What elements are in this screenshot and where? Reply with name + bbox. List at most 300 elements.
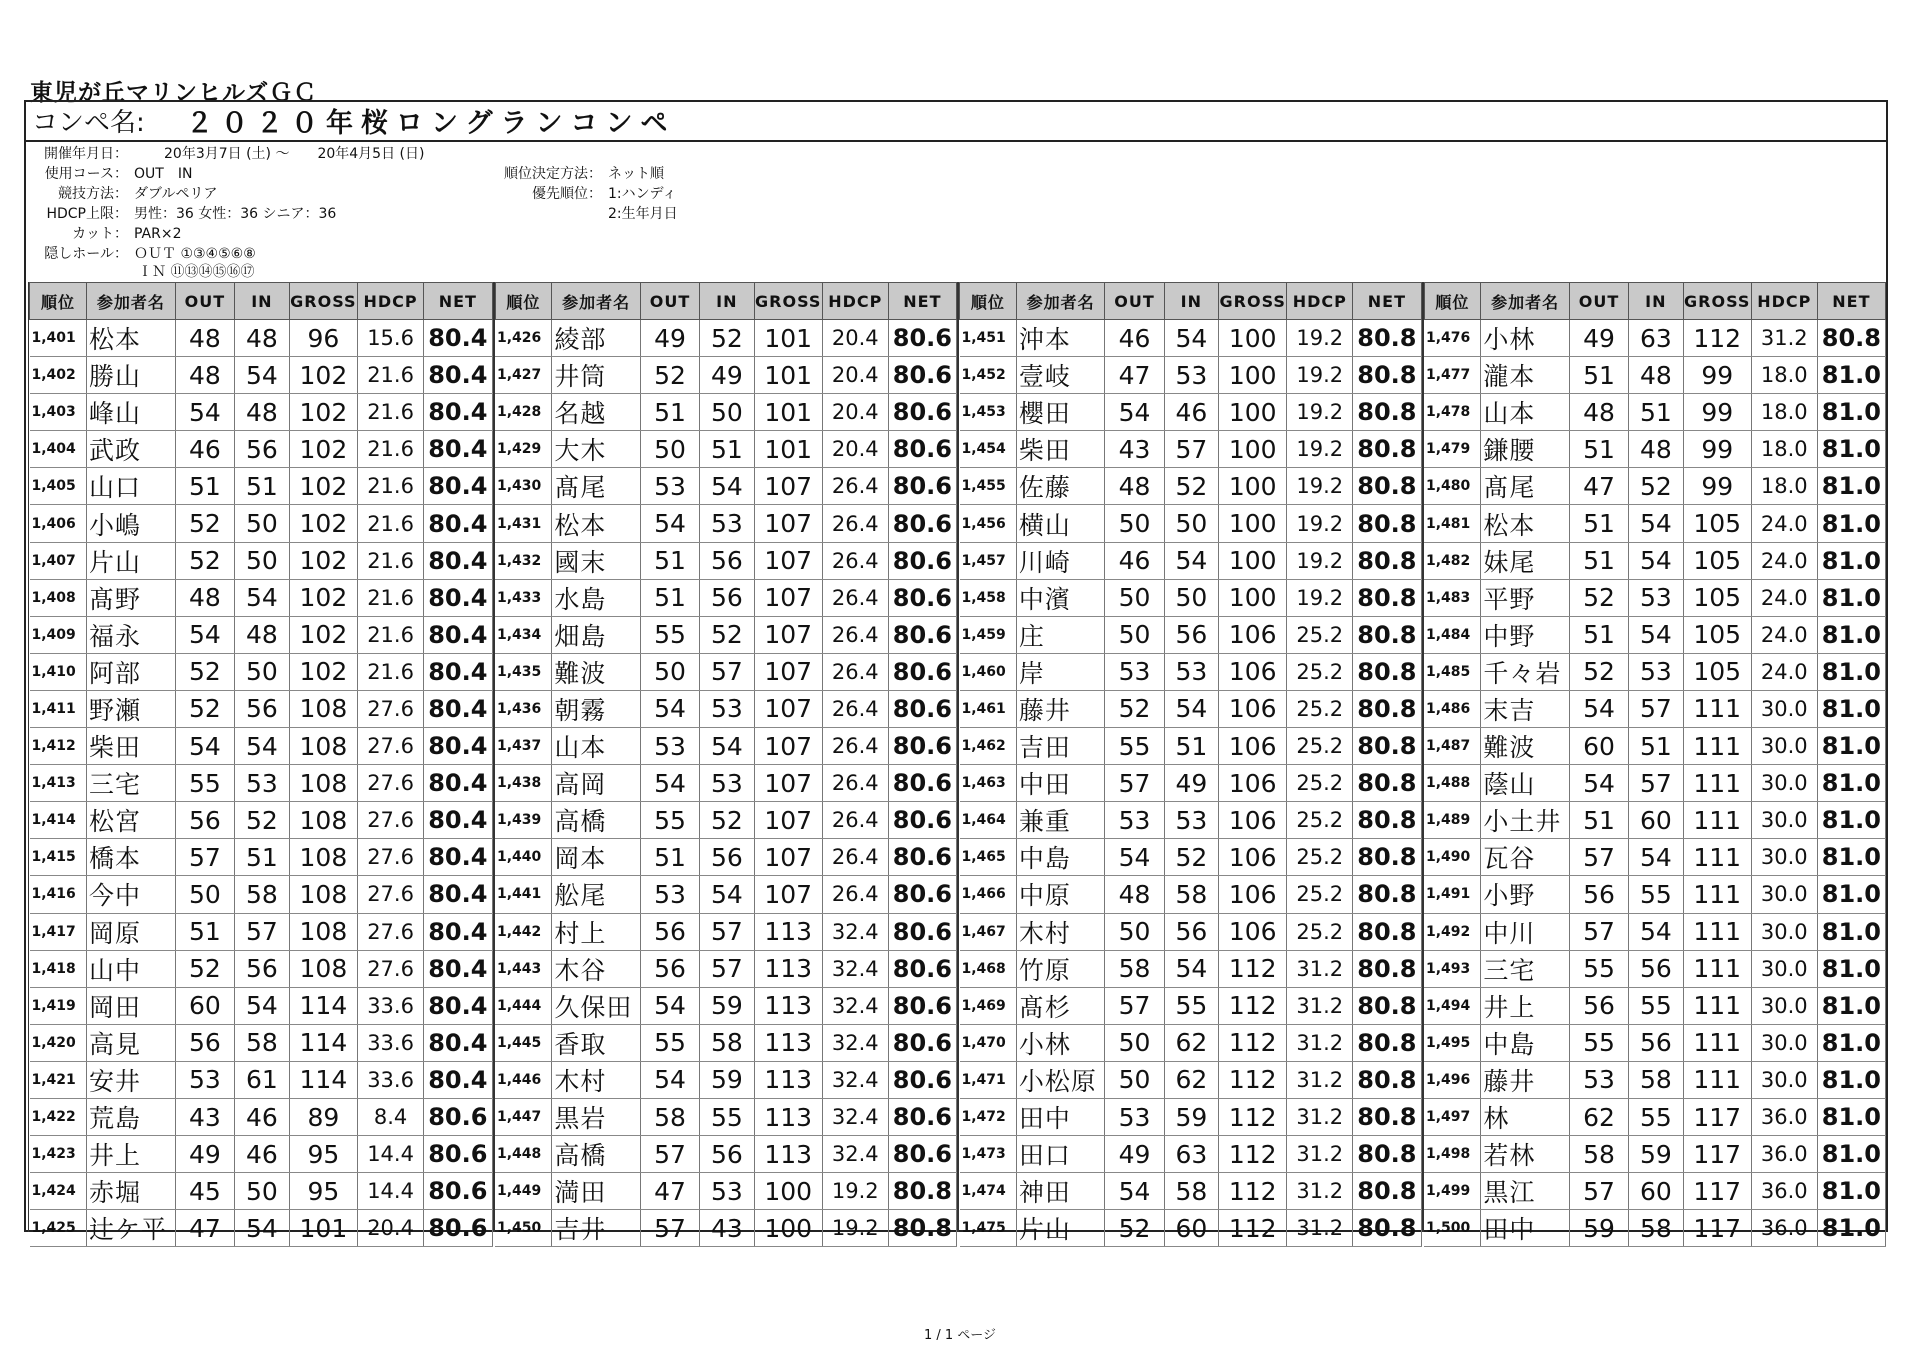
cell-gross: 112: [1219, 1061, 1287, 1098]
cell-name: 妹尾: [1481, 542, 1570, 579]
column-header-in: IN: [700, 283, 755, 320]
table-row: [960, 320, 1422, 357]
cell-out: 62: [1569, 1098, 1628, 1135]
cell-out: 47: [175, 1210, 234, 1247]
column-header-net: NET: [1817, 283, 1885, 320]
table-row: [960, 765, 1422, 802]
cell-net: 81.0: [1817, 357, 1885, 394]
table-row: [1424, 431, 1886, 468]
cell-net: 80.6: [888, 728, 956, 765]
table-row: [495, 357, 957, 394]
cell-in: 46: [235, 1098, 290, 1135]
cell-gross: 106: [1219, 913, 1287, 950]
table-row: [30, 616, 493, 653]
cell-out: 53: [1105, 802, 1164, 839]
cell-in: 58: [235, 876, 290, 913]
cell-in: 53: [700, 690, 755, 727]
table-row: [1424, 839, 1886, 876]
cell-gross: 112: [1683, 320, 1751, 357]
cell-gross: 112: [1219, 1024, 1287, 1061]
cell-rank: 1,477: [1424, 357, 1481, 394]
cell-name: 藤井: [1481, 1061, 1570, 1098]
cell-rank: 1,433: [495, 579, 552, 616]
cell-rank: 1,491: [1424, 876, 1481, 913]
cell-hdcp: 21.6: [358, 468, 424, 505]
cell-rank: 1,416: [30, 876, 87, 913]
cell-out: 55: [640, 802, 699, 839]
table-row: [1424, 357, 1886, 394]
cell-name: 瀧本: [1481, 357, 1570, 394]
cell-gross: 105: [1683, 542, 1751, 579]
cell-out: 48: [1569, 394, 1628, 431]
cell-in: 52: [700, 320, 755, 357]
cell-rank: 1,422: [30, 1098, 87, 1135]
cell-net: 81.0: [1817, 579, 1885, 616]
cell-name: 吉井: [552, 1210, 641, 1247]
cell-out: 52: [175, 505, 234, 542]
cell-name: 黒江: [1481, 1173, 1570, 1210]
cell-rank: 1,471: [960, 1061, 1017, 1098]
cell-rank: 1,442: [495, 913, 552, 950]
cell-out: 51: [640, 579, 699, 616]
cell-in: 54: [700, 468, 755, 505]
cell-in: 58: [235, 1024, 290, 1061]
cell-hdcp: 21.6: [358, 357, 424, 394]
cell-gross: 108: [289, 839, 357, 876]
cell-net: 80.6: [888, 690, 956, 727]
cell-name: 髙尾: [552, 468, 641, 505]
cell-gross: 108: [289, 913, 357, 950]
table-row: [495, 1061, 957, 1098]
cell-in: 54: [700, 876, 755, 913]
cell-gross: 106: [1219, 839, 1287, 876]
cell-net: 80.8: [1353, 839, 1421, 876]
cell-gross: 99: [1683, 394, 1751, 431]
cell-gross: 111: [1683, 839, 1751, 876]
cell-rank: 1,435: [495, 653, 552, 690]
cell-hdcp: 25.2: [1287, 616, 1353, 653]
table-row: [495, 876, 957, 913]
cell-gross: 102: [289, 579, 357, 616]
cell-rank: 1,429: [495, 431, 552, 468]
cell-net: 81.0: [1817, 616, 1885, 653]
cell-out: 54: [1105, 839, 1164, 876]
cell-rank: 1,424: [30, 1173, 87, 1210]
cell-gross: 101: [754, 357, 822, 394]
cell-hdcp: 24.0: [1751, 579, 1817, 616]
cell-gross: 107: [754, 765, 822, 802]
cell-net: 80.4: [424, 616, 492, 653]
table-row: [30, 690, 493, 727]
cell-name: 壹岐: [1016, 357, 1105, 394]
cell-net: 80.8: [1353, 765, 1421, 802]
cell-hdcp: 25.2: [1287, 802, 1353, 839]
cell-name: 瓦谷: [1481, 839, 1570, 876]
cell-out: 51: [1569, 505, 1628, 542]
cell-in: 58: [1164, 876, 1219, 913]
cell-gross: 106: [1219, 765, 1287, 802]
cell-out: 50: [1105, 1024, 1164, 1061]
column-header-hdcp: HDCP: [1287, 283, 1353, 320]
cell-name: 山口: [86, 468, 175, 505]
column-header-net: NET: [888, 283, 956, 320]
cell-gross: 111: [1683, 913, 1751, 950]
cell-hdcp: 21.6: [358, 653, 424, 690]
table-row: [960, 431, 1422, 468]
table-row: [960, 579, 1422, 616]
cell-rank: 1,438: [495, 765, 552, 802]
cell-gross: 111: [1683, 765, 1751, 802]
cell-hdcp: 27.6: [358, 690, 424, 727]
cell-gross: 96: [289, 320, 357, 357]
column-header-rank: 順位: [960, 283, 1017, 320]
cell-out: 52: [640, 357, 699, 394]
cell-out: 50: [1105, 579, 1164, 616]
cell-out: 50: [1105, 616, 1164, 653]
cell-name: 綾部: [552, 320, 641, 357]
cell-gross: 111: [1683, 1061, 1751, 1098]
cell-name: 井上: [1481, 987, 1570, 1024]
cell-net: 81.0: [1817, 839, 1885, 876]
cell-name: 岸: [1016, 653, 1105, 690]
cell-in: 54: [1629, 542, 1684, 579]
header-row: [30, 283, 493, 320]
cell-net: 80.4: [424, 987, 492, 1024]
cell-in: 54: [1164, 320, 1219, 357]
cell-gross: 111: [1683, 802, 1751, 839]
cell-net: 80.8: [1353, 728, 1421, 765]
cell-net: 80.6: [888, 802, 956, 839]
cell-out: 55: [640, 1024, 699, 1061]
cell-out: 53: [175, 1061, 234, 1098]
cell-name: 庄: [1016, 616, 1105, 653]
cell-name: 高見: [86, 1024, 175, 1061]
table-row: [960, 690, 1422, 727]
cell-net: 80.4: [424, 876, 492, 913]
cell-name: 田口: [1016, 1136, 1105, 1173]
cell-net: 80.8: [1353, 394, 1421, 431]
cell-in: 57: [700, 950, 755, 987]
cell-in: 53: [1629, 653, 1684, 690]
cell-hdcp: 24.0: [1751, 505, 1817, 542]
table-row: [1424, 468, 1886, 505]
cell-hdcp: 24.0: [1751, 616, 1817, 653]
cell-name: 小林: [1481, 320, 1570, 357]
cell-in: 56: [235, 690, 290, 727]
cell-name: 竹原: [1016, 950, 1105, 987]
cell-name: 松本: [86, 320, 175, 357]
table-row: [495, 320, 957, 357]
cell-rank: 1,460: [960, 653, 1017, 690]
cell-name: 山本: [552, 728, 641, 765]
cell-name: 髙尾: [1481, 468, 1570, 505]
cell-rank: 1,417: [30, 913, 87, 950]
cell-in: 53: [700, 1173, 755, 1210]
table-row: [30, 505, 493, 542]
cell-out: 58: [1569, 1136, 1628, 1173]
table-row: [30, 1098, 493, 1135]
hidden-holes-out: ＯＵＴ ①③④⑤⑥⑧: [134, 246, 256, 262]
cell-gross: 111: [1683, 728, 1751, 765]
cell-out: 47: [640, 1173, 699, 1210]
cell-out: 48: [175, 320, 234, 357]
column-header-gross: GROSS: [1683, 283, 1751, 320]
cell-hdcp: 32.4: [822, 1024, 888, 1061]
cell-out: 50: [1105, 1061, 1164, 1098]
table-row: [495, 1210, 957, 1247]
table-row: [495, 690, 957, 727]
cell-name: 大木: [552, 431, 641, 468]
cell-in: 56: [235, 431, 290, 468]
cell-in: 54: [1164, 950, 1219, 987]
cell-hdcp: 30.0: [1751, 913, 1817, 950]
cell-name: 三宅: [86, 765, 175, 802]
cell-rank: 1,406: [30, 505, 87, 542]
cell-rank: 1,480: [1424, 468, 1481, 505]
cell-in: 53: [700, 505, 755, 542]
cell-in: 53: [700, 765, 755, 802]
cell-name: 田中: [1016, 1098, 1105, 1135]
cell-name: 中川: [1481, 913, 1570, 950]
column-header-name: 参加者名: [1016, 283, 1105, 320]
cell-out: 54: [1569, 690, 1628, 727]
date-label: 開催年月日：: [44, 146, 128, 162]
cell-net: 80.4: [424, 542, 492, 579]
cell-rank: 1,499: [1424, 1173, 1481, 1210]
cell-name: 櫻田: [1016, 394, 1105, 431]
cell-hdcp: 26.4: [822, 579, 888, 616]
cell-hdcp: 25.2: [1287, 765, 1353, 802]
cell-name: 片山: [86, 542, 175, 579]
cell-net: 80.6: [888, 653, 956, 690]
table-row: [960, 839, 1422, 876]
cell-in: 60: [1629, 1173, 1684, 1210]
cell-name: 横山: [1016, 505, 1105, 542]
cell-gross: 102: [289, 431, 357, 468]
cell-rank: 1,496: [1424, 1061, 1481, 1098]
cell-in: 55: [1164, 987, 1219, 1024]
hdcp-label: HDCP上限：: [46, 206, 128, 222]
cell-name: 辻ケ平: [86, 1210, 175, 1247]
cell-out: 47: [1105, 357, 1164, 394]
cell-rank: 1,463: [960, 765, 1017, 802]
cell-name: 三宅: [1481, 950, 1570, 987]
cell-in: 56: [1164, 913, 1219, 950]
cell-name: 岡原: [86, 913, 175, 950]
table-row: [30, 987, 493, 1024]
table-row: [495, 616, 957, 653]
cell-rank: 1,492: [1424, 913, 1481, 950]
cell-name: 勝山: [86, 357, 175, 394]
cell-hdcp: 24.0: [1751, 653, 1817, 690]
cell-hdcp: 26.4: [822, 839, 888, 876]
cell-in: 54: [1164, 690, 1219, 727]
cell-out: 46: [1105, 320, 1164, 357]
cell-hdcp: 32.4: [822, 950, 888, 987]
cell-in: 51: [1629, 728, 1684, 765]
priority-2: 2:生年月日: [608, 206, 678, 222]
cell-out: 54: [1105, 1173, 1164, 1210]
cell-rank: 1,485: [1424, 653, 1481, 690]
cell-rank: 1,445: [495, 1024, 552, 1061]
cell-net: 81.0: [1817, 802, 1885, 839]
cell-name: 岡田: [86, 987, 175, 1024]
results-tables: [28, 282, 1886, 1245]
cell-in: 52: [700, 616, 755, 653]
cell-name: 畑島: [552, 616, 641, 653]
cell-name: 中原: [1016, 876, 1105, 913]
cell-in: 50: [235, 1173, 290, 1210]
table-row: [1424, 1024, 1886, 1061]
table-row: [960, 394, 1422, 431]
cell-gross: 111: [1683, 1024, 1751, 1061]
cell-rank: 1,412: [30, 728, 87, 765]
cell-out: 51: [640, 394, 699, 431]
cell-rank: 1,482: [1424, 542, 1481, 579]
cell-name: 松本: [552, 505, 641, 542]
column-header-hdcp: HDCP: [1751, 283, 1817, 320]
cell-out: 60: [175, 987, 234, 1024]
column-header-net: NET: [424, 283, 492, 320]
cell-in: 56: [700, 1136, 755, 1173]
cell-net: 80.8: [1353, 505, 1421, 542]
cell-net: 80.4: [424, 431, 492, 468]
cell-name: 小林: [1016, 1024, 1105, 1061]
cell-hdcp: 25.2: [1287, 653, 1353, 690]
cell-net: 80.6: [888, 876, 956, 913]
cell-gross: 107: [754, 802, 822, 839]
table-row: [30, 1210, 493, 1247]
cell-out: 52: [1105, 1210, 1164, 1247]
cell-in: 59: [700, 987, 755, 1024]
cell-gross: 100: [1219, 394, 1287, 431]
cell-out: 54: [640, 1061, 699, 1098]
cell-in: 48: [235, 394, 290, 431]
cell-hdcp: 26.4: [822, 653, 888, 690]
cell-gross: 108: [289, 690, 357, 727]
table-row: [495, 653, 957, 690]
cell-gross: 112: [1219, 1210, 1287, 1247]
cell-net: 80.6: [888, 579, 956, 616]
cell-hdcp: 20.4: [358, 1210, 424, 1247]
results-block: [28, 282, 493, 1245]
cell-name: 中島: [1016, 839, 1105, 876]
club-name: 東児が丘マリンヒルズＧＣ: [30, 80, 318, 106]
cell-gross: 105: [1683, 505, 1751, 542]
cell-out: 53: [1105, 653, 1164, 690]
cell-rank: 1,401: [30, 320, 87, 357]
table-row: [495, 505, 957, 542]
cell-hdcp: 26.4: [822, 616, 888, 653]
table-row: [30, 394, 493, 431]
cell-hdcp: 19.2: [1287, 431, 1353, 468]
table-row: [30, 765, 493, 802]
cell-gross: 99: [1683, 357, 1751, 394]
cell-rank: 1,470: [960, 1024, 1017, 1061]
cell-gross: 117: [1683, 1098, 1751, 1135]
cell-name: 安井: [86, 1061, 175, 1098]
cell-in: 55: [1629, 876, 1684, 913]
cell-hdcp: 20.4: [822, 357, 888, 394]
results-table: [1424, 282, 1887, 1247]
cell-out: 48: [175, 357, 234, 394]
cell-name: 井上: [86, 1136, 175, 1173]
cell-in: 60: [1629, 802, 1684, 839]
cell-name: 朝霧: [552, 690, 641, 727]
cell-name: 川崎: [1016, 542, 1105, 579]
cell-net: 81.0: [1817, 431, 1885, 468]
cell-gross: 106: [1219, 690, 1287, 727]
cell-gross: 108: [289, 728, 357, 765]
cell-rank: 1,457: [960, 542, 1017, 579]
cell-out: 56: [640, 950, 699, 987]
cell-gross: 107: [754, 728, 822, 765]
cell-hdcp: 26.4: [822, 542, 888, 579]
cell-hdcp: 31.2: [1751, 320, 1817, 357]
cell-rank: 1,423: [30, 1136, 87, 1173]
table-row: [30, 1061, 493, 1098]
cell-name: 難波: [1481, 728, 1570, 765]
column-header-out: OUT: [640, 283, 699, 320]
cell-rank: 1,446: [495, 1061, 552, 1098]
cell-out: 55: [1569, 950, 1628, 987]
cell-net: 80.8: [1353, 987, 1421, 1024]
cell-in: 56: [1629, 950, 1684, 987]
cell-rank: 1,483: [1424, 579, 1481, 616]
cell-in: 52: [235, 802, 290, 839]
cell-net: 80.6: [424, 1173, 492, 1210]
competition-name: ２０２０年桜ロングランコンペ: [186, 107, 676, 139]
cell-gross: 102: [289, 542, 357, 579]
table-row: [1424, 765, 1886, 802]
cell-rank: 1,405: [30, 468, 87, 505]
cell-hdcp: 18.0: [1751, 394, 1817, 431]
cell-out: 51: [1569, 431, 1628, 468]
cell-in: 54: [235, 357, 290, 394]
cell-hdcp: 18.0: [1751, 357, 1817, 394]
cell-out: 51: [1569, 802, 1628, 839]
table-row: [30, 431, 493, 468]
cell-hdcp: 32.4: [822, 1098, 888, 1135]
cell-hdcp: 27.6: [358, 839, 424, 876]
cell-net: 80.6: [888, 431, 956, 468]
table-row: [1424, 1210, 1886, 1247]
cell-net: 81.0: [1817, 1061, 1885, 1098]
cell-name: 福永: [86, 616, 175, 653]
column-header-gross: GROSS: [754, 283, 822, 320]
cell-out: 58: [640, 1098, 699, 1135]
table-row: [960, 913, 1422, 950]
cell-gross: 95: [289, 1173, 357, 1210]
cell-name: 岡本: [552, 839, 641, 876]
cell-hdcp: 31.2: [1287, 1061, 1353, 1098]
cell-gross: 107: [754, 505, 822, 542]
column-header-name: 参加者名: [86, 283, 175, 320]
cell-in: 54: [1629, 913, 1684, 950]
cell-net: 81.0: [1817, 505, 1885, 542]
column-header-out: OUT: [175, 283, 234, 320]
cell-gross: 102: [289, 357, 357, 394]
cell-out: 48: [175, 579, 234, 616]
cell-in: 57: [700, 653, 755, 690]
cell-in: 59: [700, 1061, 755, 1098]
cell-name: 舩尾: [552, 876, 641, 913]
cell-in: 56: [700, 542, 755, 579]
column-header-in: IN: [235, 283, 290, 320]
cell-in: 50: [1164, 505, 1219, 542]
cell-name: 満田: [552, 1173, 641, 1210]
cell-net: 80.6: [888, 950, 956, 987]
